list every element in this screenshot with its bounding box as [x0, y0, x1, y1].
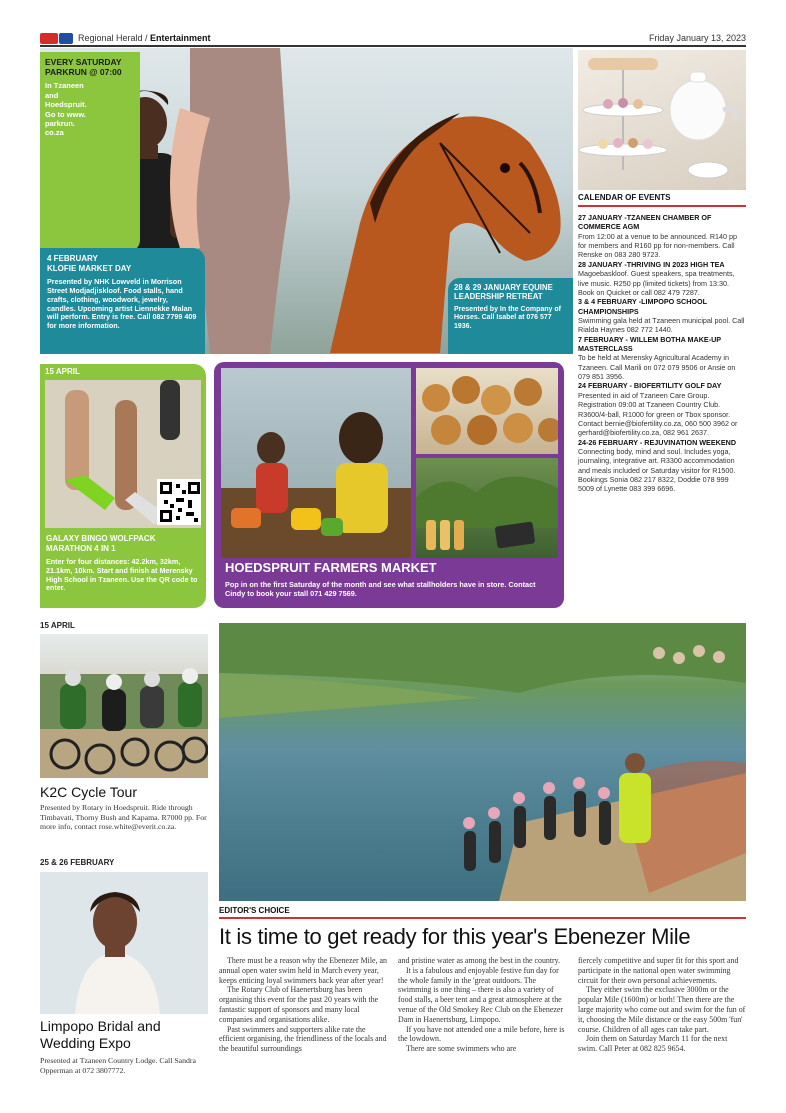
cyclists-photo: [40, 634, 208, 778]
calendar-heading: CALENDAR OF EVENTS: [578, 193, 746, 207]
article-paragraph: Past swimmers and supporters alike rate the efficient organising, the friendliness of the locals and the beautiful surroundings: [219, 1024, 387, 1054]
article-paragraph: Join them on Saturday March 11 for the next swim. Call Peter at 082 825 9654.: [578, 1034, 728, 1054]
newspaper-logo-blue: [59, 33, 73, 44]
article-paragraph: fiercely competitive and super fit for this sport and participate in the national open water swimming circuit for their own personal achievements.: [578, 956, 739, 985]
article-paragraph: They either swim the exclusive 3000m or the popular Mile (1600m) or both! Then there are the large majority who come out and swim for the fun of it, choosing the Mile distance or the easy 500m 'fun' course. Children of all ages can take part.: [578, 985, 746, 1034]
farmers-market-title: HOEDSPRUIT FARMERS MARKET: [225, 560, 437, 575]
article-paragraph: It is a fabulous and enjoyable festive fun day for the whole family in the 'great outdoors. The swimming is one thing – there is also a variety of food stalls, a beer tent and a great atmosphere at the venue of the Old Smokey Rec Club on the Ebenezer Dam in Haenertsburg, Limpopo.: [398, 965, 563, 1024]
bridal-text: Presented at Tzaneen Country Lodge. Call Sandra Opperman at 072 3807772.: [40, 1056, 196, 1075]
article-column-1: [219, 956, 387, 1054]
article-column-2: [398, 956, 566, 1054]
market-produce-photo: [416, 458, 558, 558]
qr-code[interactable]: [157, 479, 201, 525]
parkrun-box: [40, 52, 140, 252]
calendar-event: 3 & 4 FEBRUARY -LIMPOPO SCHOOL CHAMPIONSHIPS Swimming gala held at Tzaneen municipal pool. Call Rialda Haynes 082 772 1440.: [578, 297, 745, 335]
marathon-date: 15 APRIL: [45, 367, 80, 376]
klofie-title-2: KLOFIE MARKET DAY: [47, 263, 132, 273]
calendar-event: 7 FEBRUARY - WILLEM BOTHA MAKE-UP MASTERCLASS To be held at Merensky Agricultural Academy in Tzaneen. Call Marili on 072 079 9506 or Ansie on 079 851 3956.: [578, 334, 736, 382]
marathon-title: GALAXY BINGO WOLFPACK MARATHON 4 IN 1: [46, 534, 156, 553]
bridal-date: 25 & 26 FEBRUARY: [40, 858, 115, 867]
parkrun-text: In Tzaneen and Hoedspruit. Go to www. parkrun. co.za: [45, 81, 87, 138]
parkrun-title-1: EVERY SATURDAY: [45, 57, 122, 67]
calendar-event: 27 JANUARY -TZANEEN CHAMBER OF COMMERCE AGM From 12:00 at a venue to be announced. R140 pp for members and R160 pp for non-members. Call Renske on 083 280 9723.: [578, 213, 738, 260]
editors-choice-kicker: EDITOR'S CHOICE: [219, 906, 746, 919]
marathon-text: Enter for four distances: 42.2km, 32km, 21.1km, 10km. Start and finish at Merensky High School in Tzaneen. Use the QR code to enter.: [46, 557, 198, 593]
equine-title: 28 & 29 JANUARY EQUINE LEADERSHIP RETREAT: [454, 283, 553, 302]
k2c-date: 15 APRIL: [40, 621, 75, 630]
masthead: [40, 32, 746, 46]
equine-text: Presented by In the Company of Horses. Call Isabel at 076 577 1936.: [454, 305, 561, 330]
article-paragraph: The Rotary Club of Haenertsburg has been organising this event for the past 20 years with the fantastic support of sponsors and many local companies and organisations alike.: [219, 985, 379, 1024]
market-crafts-photo: [221, 368, 411, 558]
klofie-text: Presented by NHK Lowveld in Morrison Street Modjadjiskloof. Food stalls, hand crafts, clothing, woodwork, jewelry, candles. Upcoming artist Liennekke Malan will perform. Entry is free. Call 082 7799 409 for more information.: [47, 277, 197, 331]
marathon-box: [40, 364, 206, 608]
klofie-box: [40, 248, 205, 354]
article-paragraph: If you have not attended one a mile before, here is the lowdown.: [398, 1024, 565, 1044]
k2c-title: K2C Cycle Tour: [40, 784, 138, 800]
equine-box: [448, 278, 573, 354]
section-label: Regional Herald / Entertainment: [78, 33, 211, 43]
masthead-rule: [40, 45, 746, 47]
article-column-3: [578, 956, 746, 1054]
bride-photo: [40, 872, 208, 1014]
article-headline: It is time to get ready for this year's Ebenezer Mile: [219, 924, 691, 949]
calendar-of-events: [578, 193, 746, 613]
parkrun-title-2: PARKRUN @ 07:00: [45, 67, 122, 78]
article-paragraph: There must be a reason why the Ebenezer Mile, an annual open water swim held in March every year, keeps enticing loyal swimmers back year after year!: [219, 956, 387, 985]
farmers-market-box: [214, 362, 564, 608]
issue-date: Friday January 13, 2023: [648, 33, 746, 43]
open-water-swim-photo: [219, 623, 746, 901]
newspaper-logo-red: [40, 33, 58, 44]
marathon-runners-photo: [45, 380, 201, 528]
farmers-market-text: Pop in on the first Saturday of the month and see what stallholders have in store. Contact Cindy to book your stall 071 429 7569.: [225, 580, 536, 599]
calendar-event: 24-26 FEBRUARY - REJUVINATION WEEKEND Connecting body, mind and soul. Includes yoga, journaling, integrative art. R3300 accommodation and meals included or Saturday visitor for R1500. Bookings Sonia 082 217 8322, Doddie 078 999 5009 of Lynette 083 399 6696.: [578, 437, 737, 494]
article-paragraph: There are some swimmers who are: [406, 1044, 517, 1054]
klofie-title-1: 4 FEBRUARY: [47, 254, 98, 263]
calendar-event: 28 JANUARY -THRIVING IN 2023 HIGH TEA Magoebaskloof. Guest speakers, spa treatments, live music. R250 pp (limited tickets) from 13:30. Book on Quicket or call 082 479 7287.: [578, 259, 735, 297]
market-bread-photo: [416, 368, 558, 454]
k2c-text: Presented by Rotary in Hoedspruit. Ride through Timbavati, Thorny Bush and Kapama. R7000 pp. For more info, contact rose.white@everit.co.za.: [40, 803, 207, 832]
bridal-title: Limpopo Bridal and Wedding Expo: [40, 1018, 161, 1051]
calendar-event: 24 FEBRUARY - BIOFERTILITY GOLF DAY Presented in aid of Tzaneen Care Group. Registration 09:00 at Tzaneen Country Club. R3600/4-ball, R1000 for green or Tbox sponsor. Contact bernie@biofertility.co.za, 060 500 3962 or gerhard@biofertility.co.za, 082 961 2637.: [578, 381, 738, 438]
article-paragraph: and pristine water as among the best in the country.: [398, 956, 561, 965]
high-tea-photo: [578, 50, 746, 190]
